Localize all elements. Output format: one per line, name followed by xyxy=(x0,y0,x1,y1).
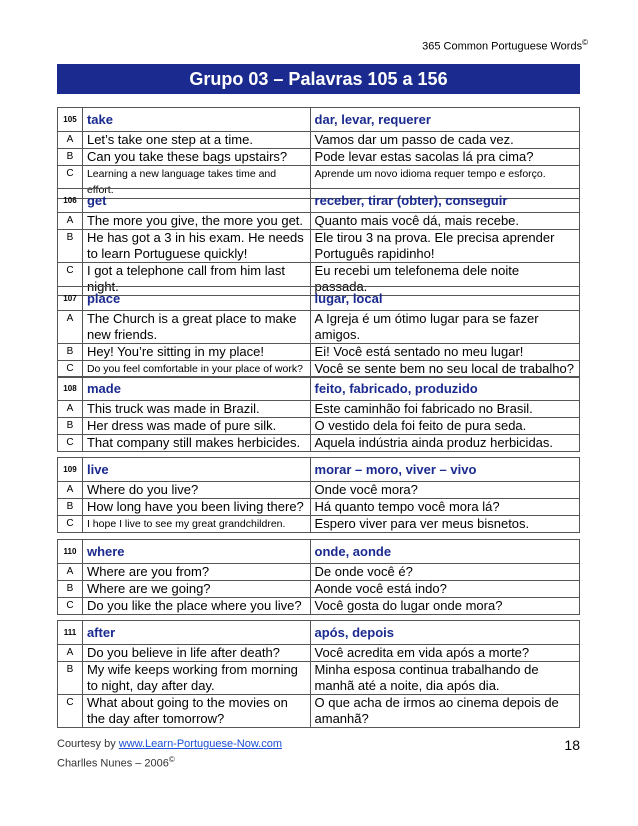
example-letter: C xyxy=(58,166,83,199)
example-letter: B xyxy=(58,662,83,695)
example-english: Hey! You’re sitting in my place! xyxy=(82,344,310,361)
example-english: What about going to the movies on the day after tomorrow? xyxy=(82,695,310,728)
example-row xyxy=(58,132,580,149)
document-header xyxy=(422,38,588,53)
footer-link[interactable]: www.Learn-Portuguese-Now.com xyxy=(118,738,283,750)
word-portuguese: dar, levar, requerer xyxy=(310,108,579,132)
example-english: Do you feel comfortable in your place of work? xyxy=(82,361,310,378)
example-portuguese: Ele tirou 3 na prova. Ele precisa aprender Português rapidinho! xyxy=(310,230,579,263)
example-row xyxy=(58,581,580,598)
example-portuguese: Quanto mais você dá, mais recebe. xyxy=(310,213,579,230)
word-number: 109 xyxy=(58,458,83,482)
word-english: where xyxy=(82,540,310,564)
example-portuguese: Pode levar estas sacolas lá pra cima? xyxy=(310,149,579,166)
word-number: 105 xyxy=(58,108,83,132)
example-portuguese: Vamos dar um passo de cada vez. xyxy=(310,132,579,149)
example-row xyxy=(58,662,580,695)
example-letter: B xyxy=(58,418,83,435)
word-portuguese: após, depois xyxy=(310,621,579,645)
word-number: 107 xyxy=(58,287,83,311)
example-english: I got a telephone call from him last night. xyxy=(82,263,310,296)
example-letter: B xyxy=(58,499,83,516)
example-portuguese: O vestido dela foi feito de pura seda. xyxy=(310,418,579,435)
example-english: That company still makes herbicides. xyxy=(82,435,310,452)
example-letter: C xyxy=(58,695,83,728)
word-english: place xyxy=(82,287,310,311)
word-header-row xyxy=(58,287,580,311)
word-portuguese: morar – moro, viver – vivo xyxy=(310,458,579,482)
example-row xyxy=(58,401,580,418)
word-header-row xyxy=(58,458,580,482)
example-letter: B xyxy=(58,344,83,361)
example-row xyxy=(58,482,580,499)
example-portuguese: Você se sente bem no seu local de trabalho? xyxy=(310,361,579,378)
example-letter: A xyxy=(58,132,83,149)
word-group-105 xyxy=(57,107,580,199)
word-number: 110 xyxy=(58,540,83,564)
word-group-109 xyxy=(57,457,580,533)
example-row xyxy=(58,230,580,263)
example-portuguese: Ei! Você está sentado no meu lugar! xyxy=(310,344,579,361)
example-row xyxy=(58,418,580,435)
word-header-row xyxy=(58,377,580,401)
example-portuguese: Você gosta do lugar onde mora? xyxy=(310,598,579,615)
example-english: This truck was made in Brazil. xyxy=(82,401,310,418)
example-portuguese: Onde você mora? xyxy=(310,482,579,499)
example-portuguese: A Igreja é um ótimo lugar para se fazer amigos. xyxy=(310,311,579,344)
word-portuguese: lugar, local xyxy=(310,287,579,311)
word-group-110 xyxy=(57,539,580,615)
word-english: after xyxy=(82,621,310,645)
example-portuguese: Minha esposa continua trabalhando de manhã até a noite, dia após dia. xyxy=(310,662,579,695)
example-english: Learning a new language takes time and effort. xyxy=(82,166,310,199)
word-header-row xyxy=(58,621,580,645)
word-english: made xyxy=(82,377,310,401)
word-portuguese: receber, tirar (obter), conseguir xyxy=(310,189,579,213)
example-letter: C xyxy=(58,361,83,378)
copyright-mark: © xyxy=(582,38,588,47)
example-letter: C xyxy=(58,598,83,615)
example-letter: C xyxy=(58,263,83,296)
example-letter: B xyxy=(58,581,83,598)
example-row xyxy=(58,564,580,581)
word-group-111 xyxy=(57,620,580,728)
example-portuguese: Aonde você está indo? xyxy=(310,581,579,598)
group-banner xyxy=(57,64,580,94)
banner-title: Grupo 03 – Palavras 105 a 156 xyxy=(189,68,448,89)
footer-courtesy: Courtesy by xyxy=(57,738,116,750)
page-number: 18 xyxy=(564,737,580,753)
word-group-107 xyxy=(57,286,580,378)
example-english: Her dress was made of pure silk. xyxy=(82,418,310,435)
word-group-108 xyxy=(57,376,580,452)
example-portuguese: Aquela indústria ainda produz herbicidas. xyxy=(310,435,579,452)
example-portuguese: O que acha de irmos ao cinema depois de amanhã? xyxy=(310,695,579,728)
example-english: How long have you been living there? xyxy=(82,499,310,516)
example-letter: A xyxy=(58,645,83,662)
example-letter: C xyxy=(58,435,83,452)
example-letter: B xyxy=(58,149,83,166)
example-letter: A xyxy=(58,401,83,418)
example-row xyxy=(58,435,580,452)
example-portuguese: De onde você é? xyxy=(310,564,579,581)
word-number: 108 xyxy=(58,377,83,401)
example-row xyxy=(58,344,580,361)
example-portuguese: Espero viver para ver meus bisnetos. xyxy=(310,516,579,533)
example-english: Do you like the place where you live? xyxy=(82,598,310,615)
example-row xyxy=(58,361,580,378)
example-english: The more you give, the more you get. xyxy=(82,213,310,230)
example-letter: C xyxy=(58,516,83,533)
word-header-row xyxy=(58,108,580,132)
example-portuguese: Há quanto tempo você mora lá? xyxy=(310,499,579,516)
example-portuguese: Este caminhão foi fabricado no Brasil. xyxy=(310,401,579,418)
example-portuguese: Aprende um novo idioma requer tempo e esforço. xyxy=(310,166,579,199)
example-english: Where do you live? xyxy=(82,482,310,499)
example-row xyxy=(58,311,580,344)
footer-author: Charlles Nunes – 2006 xyxy=(57,757,169,770)
example-row xyxy=(58,695,580,728)
example-english: Where are you from? xyxy=(82,564,310,581)
footer xyxy=(57,736,282,772)
example-row xyxy=(58,516,580,533)
example-letter: B xyxy=(58,230,83,263)
word-number: 106 xyxy=(58,189,83,213)
word-header-row xyxy=(58,540,580,564)
example-row xyxy=(58,499,580,516)
example-english: Let’s take one step at a time. xyxy=(82,132,310,149)
word-english: get xyxy=(82,189,310,213)
footer-copyright-mark: © xyxy=(168,755,175,764)
word-portuguese: feito, fabricado, produzido xyxy=(310,377,579,401)
example-english: Do you believe in life after death? xyxy=(82,645,310,662)
example-row xyxy=(58,213,580,230)
example-letter: A xyxy=(58,482,83,499)
example-english: The Church is a great place to make new friends. xyxy=(82,311,310,344)
header-title: 365 Common Portuguese Words xyxy=(422,40,583,53)
example-english: He has got a 3 in his exam. He needs to learn Portuguese quickly! xyxy=(82,230,310,263)
example-row xyxy=(58,149,580,166)
example-letter: A xyxy=(58,564,83,581)
example-portuguese: Você acredita em vida após a morte? xyxy=(310,645,579,662)
word-english: live xyxy=(82,458,310,482)
example-english: I hope I live to see my great grandchildren. xyxy=(82,516,310,533)
example-letter: A xyxy=(58,213,83,230)
word-group-106 xyxy=(57,188,580,296)
example-row xyxy=(58,598,580,615)
word-english: take xyxy=(82,108,310,132)
example-english: My wife keeps working from morning to night, day after day. xyxy=(82,662,310,695)
example-letter: A xyxy=(58,311,83,344)
word-header-row xyxy=(58,189,580,213)
example-row xyxy=(58,645,580,662)
example-english: Where are we going? xyxy=(82,581,310,598)
word-portuguese: onde, aonde xyxy=(310,540,579,564)
word-number: 111 xyxy=(58,621,83,645)
example-portuguese: Eu recebi um telefonema dele noite passada. xyxy=(310,263,579,296)
example-english: Can you take these bags upstairs? xyxy=(82,149,310,166)
